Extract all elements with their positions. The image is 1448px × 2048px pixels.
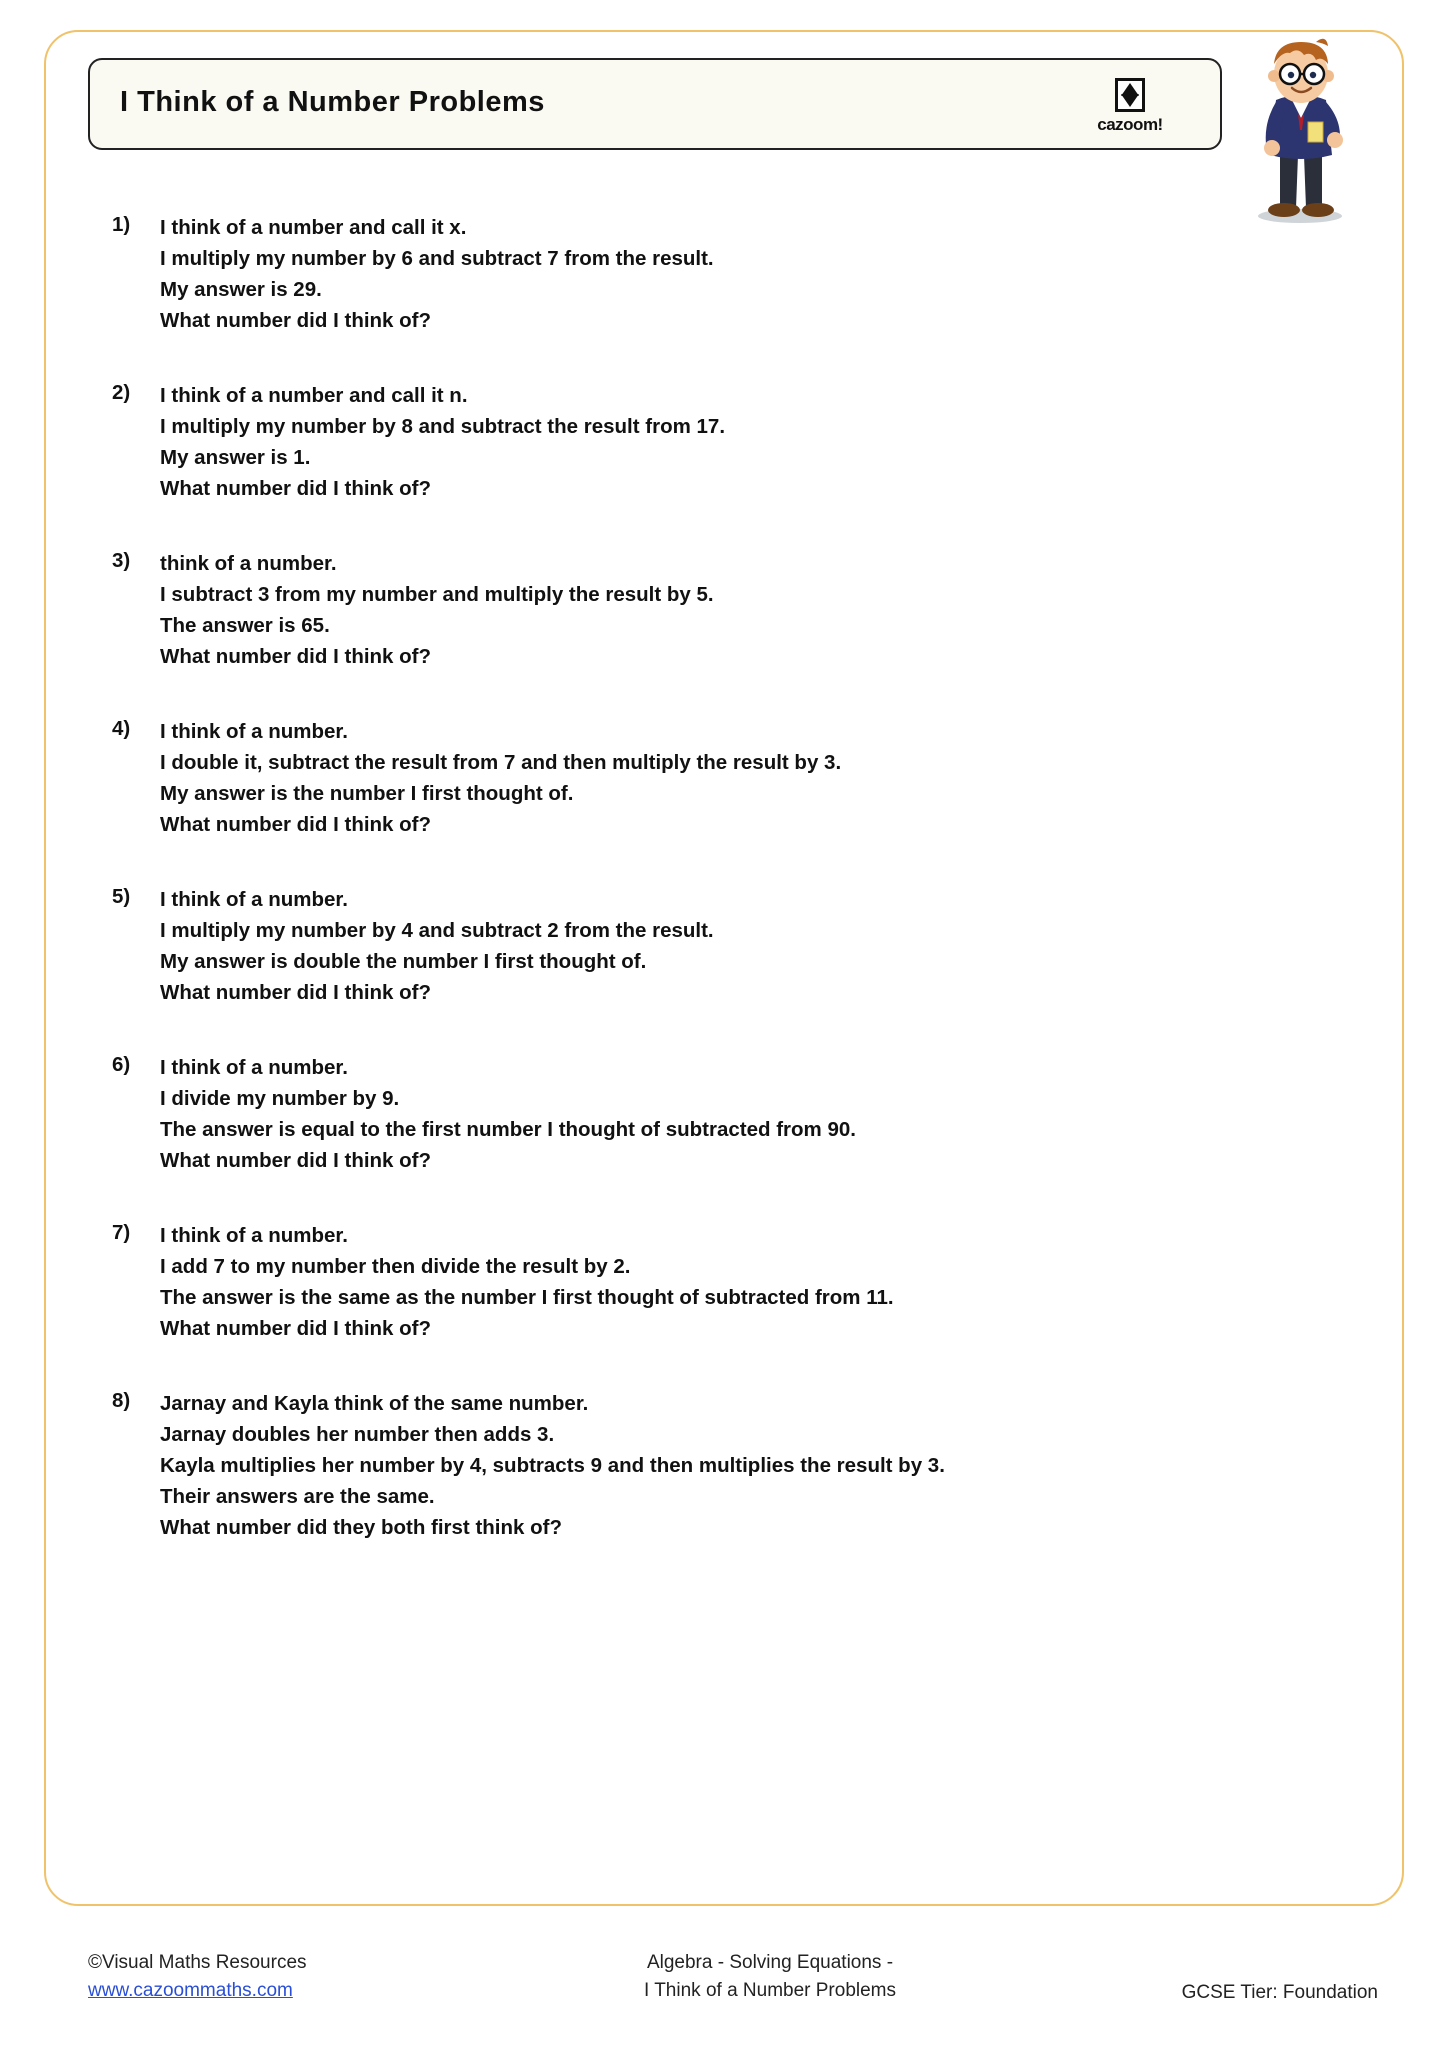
question-line: What number did I think of? xyxy=(160,981,432,1004)
question-line: The answer is equal to the first number I thought of subtracted from 90. xyxy=(160,1118,856,1141)
question-line: My answer is double the number I first thought of. xyxy=(160,950,647,973)
question-item xyxy=(112,1052,1292,1176)
question-line: I double it, subtract the result from 7 and then multiply the result by 3. xyxy=(160,751,842,774)
question-body xyxy=(160,1052,1292,1176)
question-line: My answer is the number I first thought of. xyxy=(160,782,574,805)
question-line: I add 7 to my number then divide the result by 2. xyxy=(160,1255,631,1278)
title-banner xyxy=(88,58,1222,150)
question-item xyxy=(112,212,1292,336)
question-line: I think of a number. xyxy=(160,1224,348,1247)
question-line: What number did I think of? xyxy=(160,477,432,500)
question-line: Jarnay doubles her number then adds 3. xyxy=(160,1423,555,1446)
footer-left xyxy=(88,1952,528,2002)
question-number: 5) xyxy=(112,885,131,908)
question-line: I think of a number. xyxy=(160,888,348,911)
hourglass-icon xyxy=(1115,78,1145,112)
question-line: What number did I think of? xyxy=(160,645,432,668)
topic-line-1: Algebra - Solving Equations - xyxy=(646,1952,894,1973)
question-body xyxy=(160,884,1292,1008)
topic-line-2: I Think of a Number Problems xyxy=(643,1980,897,2001)
question-item xyxy=(112,1388,1292,1543)
question-number: 6) xyxy=(112,1053,131,1076)
question-number: 7) xyxy=(112,1221,131,1244)
question-body xyxy=(160,1388,1292,1543)
question-line: My answer is 1. xyxy=(160,446,311,469)
question-line: I think of a number and call it x. xyxy=(160,216,467,239)
question-line: I multiply my number by 4 and subtract 2 from the result. xyxy=(160,919,714,942)
question-line: I think of a number. xyxy=(160,720,348,743)
mascot-illustration xyxy=(1236,30,1366,230)
question-line: I multiply my number by 8 and subtract the result from 17. xyxy=(160,415,726,438)
question-line: What number did I think of? xyxy=(160,1317,432,1340)
question-item xyxy=(112,548,1292,672)
footer-topic xyxy=(560,1952,980,2002)
question-item xyxy=(112,1220,1292,1344)
question-body xyxy=(160,716,1292,840)
question-body xyxy=(160,380,1292,504)
question-line: What number did I think of? xyxy=(160,309,432,332)
question-number: 8) xyxy=(112,1389,131,1412)
question-line: Kayla multiplies her number by 4, subtracts 9 and then multiplies the result by 3. xyxy=(160,1454,945,1477)
question-number: 1) xyxy=(112,213,131,236)
tier-label: GCSE Tier: Foundation xyxy=(1181,1982,1378,2003)
question-item xyxy=(112,884,1292,1008)
question-item xyxy=(112,716,1292,840)
question-line: I subtract 3 from my number and multiply the result by 5. xyxy=(160,583,714,606)
page-footer xyxy=(0,1952,1448,2032)
question-line: I think of a number. xyxy=(160,1056,348,1079)
question-body xyxy=(160,1220,1292,1344)
question-line: Jarnay and Kayla think of the same number. xyxy=(160,1392,589,1415)
cazoom-logo xyxy=(1062,70,1198,142)
question-line: The answer is 65. xyxy=(160,614,330,637)
question-line: The answer is the same as the number I first thought of subtracted from 11. xyxy=(160,1286,894,1309)
question-line: What number did they both first think of? xyxy=(160,1516,562,1539)
question-item xyxy=(112,380,1292,504)
question-body xyxy=(160,548,1292,672)
question-number: 2) xyxy=(112,381,131,404)
questions-list xyxy=(112,212,1292,1587)
question-body xyxy=(160,212,1292,336)
question-line: I divide my number by 9. xyxy=(160,1087,400,1110)
question-number: 3) xyxy=(112,549,131,572)
question-line: think of a number. xyxy=(160,552,337,575)
logo-wordmark: cazoom! xyxy=(1097,114,1163,134)
question-line: I think of a number and call it n. xyxy=(160,384,468,407)
copyright-text: ©Visual Maths Resources xyxy=(88,1952,307,1973)
question-line: What number did I think of? xyxy=(160,1149,432,1172)
website-link[interactable]: www.cazoommaths.com xyxy=(88,1980,293,2001)
question-line: My answer is 29. xyxy=(160,278,322,301)
question-line: I multiply my number by 6 and subtract 7 from the result. xyxy=(160,247,714,270)
question-number: 4) xyxy=(112,717,131,740)
page-title: I Think of a Number Problems xyxy=(120,86,545,118)
question-line: What number did I think of? xyxy=(160,813,432,836)
question-line: Their answers are the same. xyxy=(160,1485,435,1508)
